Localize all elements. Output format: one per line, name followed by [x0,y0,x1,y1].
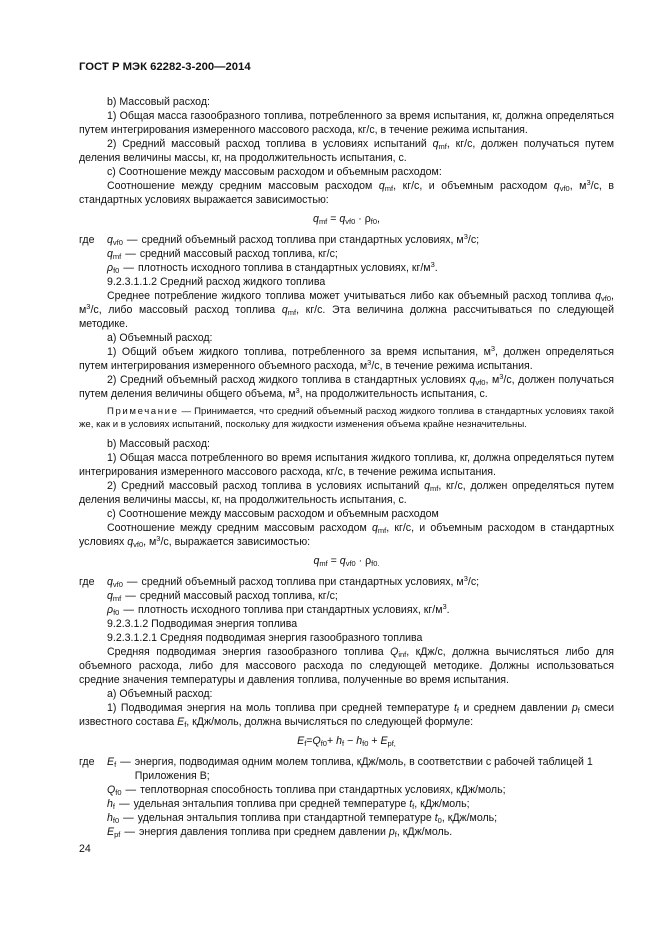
paragraph: Среднее потребление жидкого топлива может учитываться либо как объемный расход топлива $q_{vf0}$, $м^3/с$, либо массовый расход топлива $q_{mf}$, кг/с. Эта величина должна рассчитываться по следующей методике. [79,290,614,330]
paragraph: 2) Средний массовый расход топлива в условиях испытаний $q_{mf}$, кг/с, должен получаться путем деления величины массы, кг, на продолжительность испытания, с. [79,138,614,164]
paragraph: Средняя подводимая энергия газообразного топлива $Q_{inf}$, кДж/с, должна вычисляться либо для объемного расхода, либо для массового расхода по следующей методике. Должны использоваться средние значения температуры и давления топлива, полученные во время испытания. [79,646,614,686]
note: Примечание — Принимается, что средний объемный расход жидкого топлива в стандартных условиях такой же, как и в условиях испытаний, поскольку для жидкости изменения объема крайне незначительны. [79,406,614,430]
formula: $q_{mf} = q_{vf0} \cdot \rho_{f0.}$ [313,555,380,568]
definition-row: $\rho_{f0}$ — плотность исходного топлива в стандартных условиях, $кг/м^3$. [107,260,438,275]
formula: $q_{mf} = q_{vf0} \cdot \rho_{f0}$, [313,213,380,226]
note-label: Примечание [107,406,179,417]
section-heading: 9.2.3.1.2.1 Средняя подводимая энергия газообразного топлива [107,632,423,644]
paragraph: a) Объемный расход: [107,688,213,700]
paragraph: 1) Общая масса потребленного во время испытания жидкого топлива, кг, должна определяться путем интегрирования измеренного массового расхода, кг/с, в течение режима испытания. [79,452,614,478]
page-header: ГОСТ Р МЭК 62282-3-200—2014 [79,61,251,73]
definition-row: где $E_f$ — энергия, подводимая одним молем топлива, кДж/моль, в соответствии с рабочей таблицей 1 Приложения В; [79,756,593,782]
paragraph: Соотношение между средним массовым расходом $q_{mf}$, кг/с, и объемным расходом в стандартных условиях $q_{vf0}$, $м^3/с$, выражается зависимостью: [79,522,615,549]
paragraph: 1) Общий объем жидкого топлива, потребленного за время испытания, $м^3$, должен определяться путем интегрирования измеренного объемного расхода, $м^3/с$, в течение режима испытания. [79,344,615,372]
definition-row: $Q_{f0}$ — теплотворная способность топлива при стандартных условиях, кДж/моль; [107,784,506,797]
paragraph: c) Соотношение между массовым расходом и объемным расходом: [107,166,442,178]
formula: $E_f=Q_{f0}+ h_f - h_{f0} + E_{pf,}$ [297,735,396,748]
definition-row: где $q_{vf0}$ — средний объемный расход топлива при стандартных условиях, $м^3/с$; [79,232,480,247]
paragraph: Соотношение между средним массовым расходом $q_{mf}$, кг/с, и объемным расходом $q_{vf0}$, $м^3/с$, в стандартных условиях выражается зависимостью: [79,178,615,206]
section-heading: 9.2.3.1.2 Подводимая энергия топлива [107,618,298,630]
paragraph: 2) Средний объемный расход жидкого топлива в стандартных условиях $q_{vf0}$, $м^3/с$, должен получаться путем деления величины общего объема, $м^3$, на продолжительность испытания, с. [79,372,614,400]
document-body [79,95,614,839]
definition-row: $q_{mf}$ — средний массовый расход топлива, кг/с; [107,590,338,603]
definition-row: где $q_{vf0}$ — средний объемный расход топлива при стандартных условиях, $м^3/с$; [79,574,480,589]
section-heading: 9.2.3.1.1.2 Средний расход жидкого топлива [107,276,326,288]
definition-row: $q_{mf}$ — средний массовый расход топлива, кг/с; [107,248,338,261]
paragraph: b) Массовый расход: [107,438,210,450]
paragraph: 1) Подводимая энергия на моль топлива при средней температуре $t_f$ и среднем давлении $p_f$ смеси известного состава $E_f$, кДж/моль, должна вычисляться по следующей формуле: [79,702,614,729]
paragraph: c) Соотношение между массовым расходом и объемным расходом [107,508,439,520]
paragraph: 2) Средний массовый расход топлива в условиях испытаний $q_{mf}$, кг/с, должен определяться путем деления величины массы, кг, на продолжительность испытания, с. [79,480,614,506]
paragraph: b) Массовый расход: [107,96,210,108]
paragraph: 1) Общая масса газообразного топлива, потребленного за время испытания, кг, должна определяться путем интегрирования измеренного массового расхода, кг/с, в течение режима испытания. [79,110,614,136]
definition-row: $h_{f0}$ — удельная энтальпия топлива при стандартной температуре $t_0$, кДж/моль; [107,812,498,825]
definition-row: $E_{pf}$ — энергия давления топлива при среднем давлении $p_f$, кДж/моль. [107,826,453,839]
page-number: 24 [79,843,91,855]
definition-row: $h_f$ — удельная энтальпия топлива при средней температуре $t_f$, кДж/моль; [107,798,470,811]
definition-row: $\rho_{f0}$ — плотность исходного топлива при стандартных условиях, $кг/м^3$. [107,602,450,617]
paragraph: a) Объемный расход: [107,332,213,344]
